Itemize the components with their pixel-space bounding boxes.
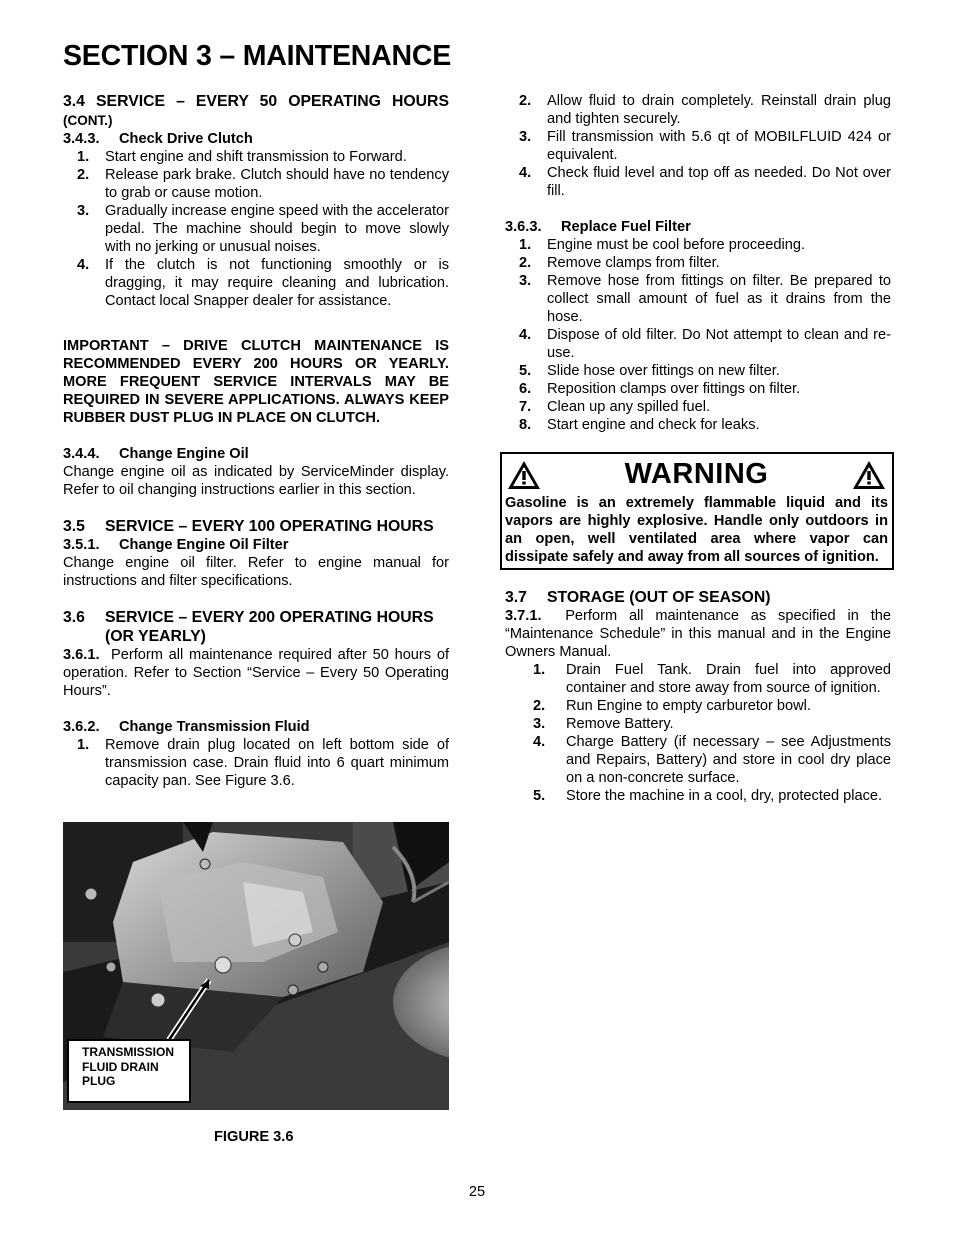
heading-3-4-3: 3.4.3. Check Drive Clutch (63, 131, 253, 147)
warning-triangle-icon (851, 459, 887, 491)
drain-plug-callout: TRANSMISSION FLUID DRAIN PLUG (67, 1039, 191, 1103)
list-item: 1. Drain Fuel Tank. Drain fuel into approved container and store away from source of ignition. (533, 662, 891, 696)
list-item: 8. Start engine and check for leaks. (519, 417, 760, 433)
list-item: 5. Store the machine in a cool, dry, protected place. (533, 788, 883, 804)
list-item: 2. Remove clamps from filter. (519, 255, 720, 271)
list-item: 7. Clean up any spilled fuel. (519, 399, 711, 415)
left-column (63, 92, 449, 790)
list-item: 3. Fill transmission with 5.6 qt of MOBILFLUID 424 or equivalent. (519, 129, 891, 163)
heading-3-6-2: 3.6.2. Change Transmission Fluid (63, 719, 310, 735)
storage-steps (505, 661, 891, 805)
change-engine-oil-text: Change engine oil as indicated by ServiceMinder display. Refer to oil changing instructions earlier in this section. (63, 464, 449, 498)
transmission-fluid-steps-continued (505, 92, 891, 200)
change-transmission-fluid-steps (63, 736, 449, 790)
right-column (505, 92, 891, 805)
warning-box (500, 452, 894, 570)
section-title: SECTION 3 – MAINTENANCE (63, 40, 452, 72)
section-3-6-1: 3.6.1. Perform all maintenance required after 50 hours of operation. Refer to Section “Service – Every 50 Operating Hours”. (63, 647, 450, 699)
list-item: 4. Check fluid level and top off as needed. Do Not over fill. (519, 165, 891, 199)
list-item: 4. If the clutch is not functioning smoothly or is dragging, it may require cleaning and lubrication. Contact local Snapper dealer for assistance. (77, 257, 449, 309)
heading-3-5: 3.5 SERVICE – EVERY 100 OPERATING HOURS (63, 518, 434, 535)
list-item: 1. Start engine and shift transmission to Forward. (77, 149, 407, 165)
list-item: 1. Remove drain plug located on left bottom side of transmission case. Drain fluid into 6 quart minimum capacity pan. See Figure 3.6. (77, 737, 449, 789)
list-item: 5. Slide hose over fittings on new filter. (519, 363, 780, 379)
heading-3-6-3: 3.6.3. Replace Fuel Filter (505, 219, 691, 235)
important-notice: IMPORTANT – DRIVE CLUTCH MAINTENANCE IS RECOMMENDED EVERY 200 HOURS OR YEARLY. MORE FREQUENT SERVICE INTERVALS MAY BE REQUIRED IN SEVERE APPLICATIONS. ALWAYS KEEP RUBBER DUST PLUG IN PLACE ON CLUTCH. (63, 338, 449, 426)
list-item: 2. Release park brake. Clutch should have no tendency to grab or cause motion. (77, 167, 449, 201)
warning-text: Gasoline is an extremely flammable liquid and its vapors are highly explosive. Handle only outdoors in an open, well ventilated area where vapor can dissipate safely and away from all sources of ignition. (505, 495, 888, 565)
list-item: 3. Gradually increase engine speed with the accelerator pedal. The machine should begin to move slowly with no jerking or unusual noises. (77, 203, 449, 255)
change-oil-filter-text: Change engine oil filter. Refer to engine manual for instructions and filter specifications. (63, 555, 449, 589)
list-item: 4. Charge Battery (if necessary – see Adjustments and Repairs, Battery) and store in cool dry place on a non-concrete surface. (533, 734, 891, 786)
warning-title: WARNING (624, 458, 769, 490)
check-drive-clutch-steps (63, 148, 449, 310)
list-item: 2. Allow fluid to drain completely. Reinstall drain plug and tighten securely. (519, 93, 891, 127)
list-item: 4. Dispose of old filter. Do Not attempt to clean and re-use. (519, 327, 891, 361)
list-item: 6. Reposition clamps over fittings on filter. (519, 381, 801, 397)
heading-3-6: 3.6 SERVICE – EVERY 200 OPERATING HOURS (OR YEARLY) (63, 609, 434, 645)
heading-3-4-4: 3.4.4. Change Engine Oil (63, 446, 249, 462)
warning-triangle-icon (506, 459, 542, 491)
list-item: 3. Remove hose from fittings on filter. Be prepared to collect small amount of fuel as it drains from the hose. (519, 273, 891, 325)
page-number: 25 (468, 1184, 486, 1200)
warning-header (505, 454, 888, 494)
list-item: 2. Run Engine to empty carburetor bowl. (533, 698, 811, 714)
figure-caption: FIGURE 3.6 (214, 1129, 294, 1145)
heading-3-4: 3.4 SERVICE – EVERY 50 OPERATING HOURS (CONT.) (63, 93, 449, 128)
transmission-photo (63, 822, 449, 1110)
section-3-7-1: 3.7.1. Perform all maintenance as specified in the “Maintenance Schedule” in this manual and in the Engine Owners Manual. (505, 608, 891, 660)
list-item: 1. Engine must be cool before proceeding. (519, 237, 805, 253)
list-item: 3. Remove Battery. (533, 716, 674, 732)
heading-3-7: 3.7 STORAGE (OUT OF SEASON) (505, 589, 771, 606)
replace-fuel-filter-steps (505, 236, 891, 434)
heading-3-5-1: 3.5.1. Change Engine Oil Filter (63, 537, 289, 553)
